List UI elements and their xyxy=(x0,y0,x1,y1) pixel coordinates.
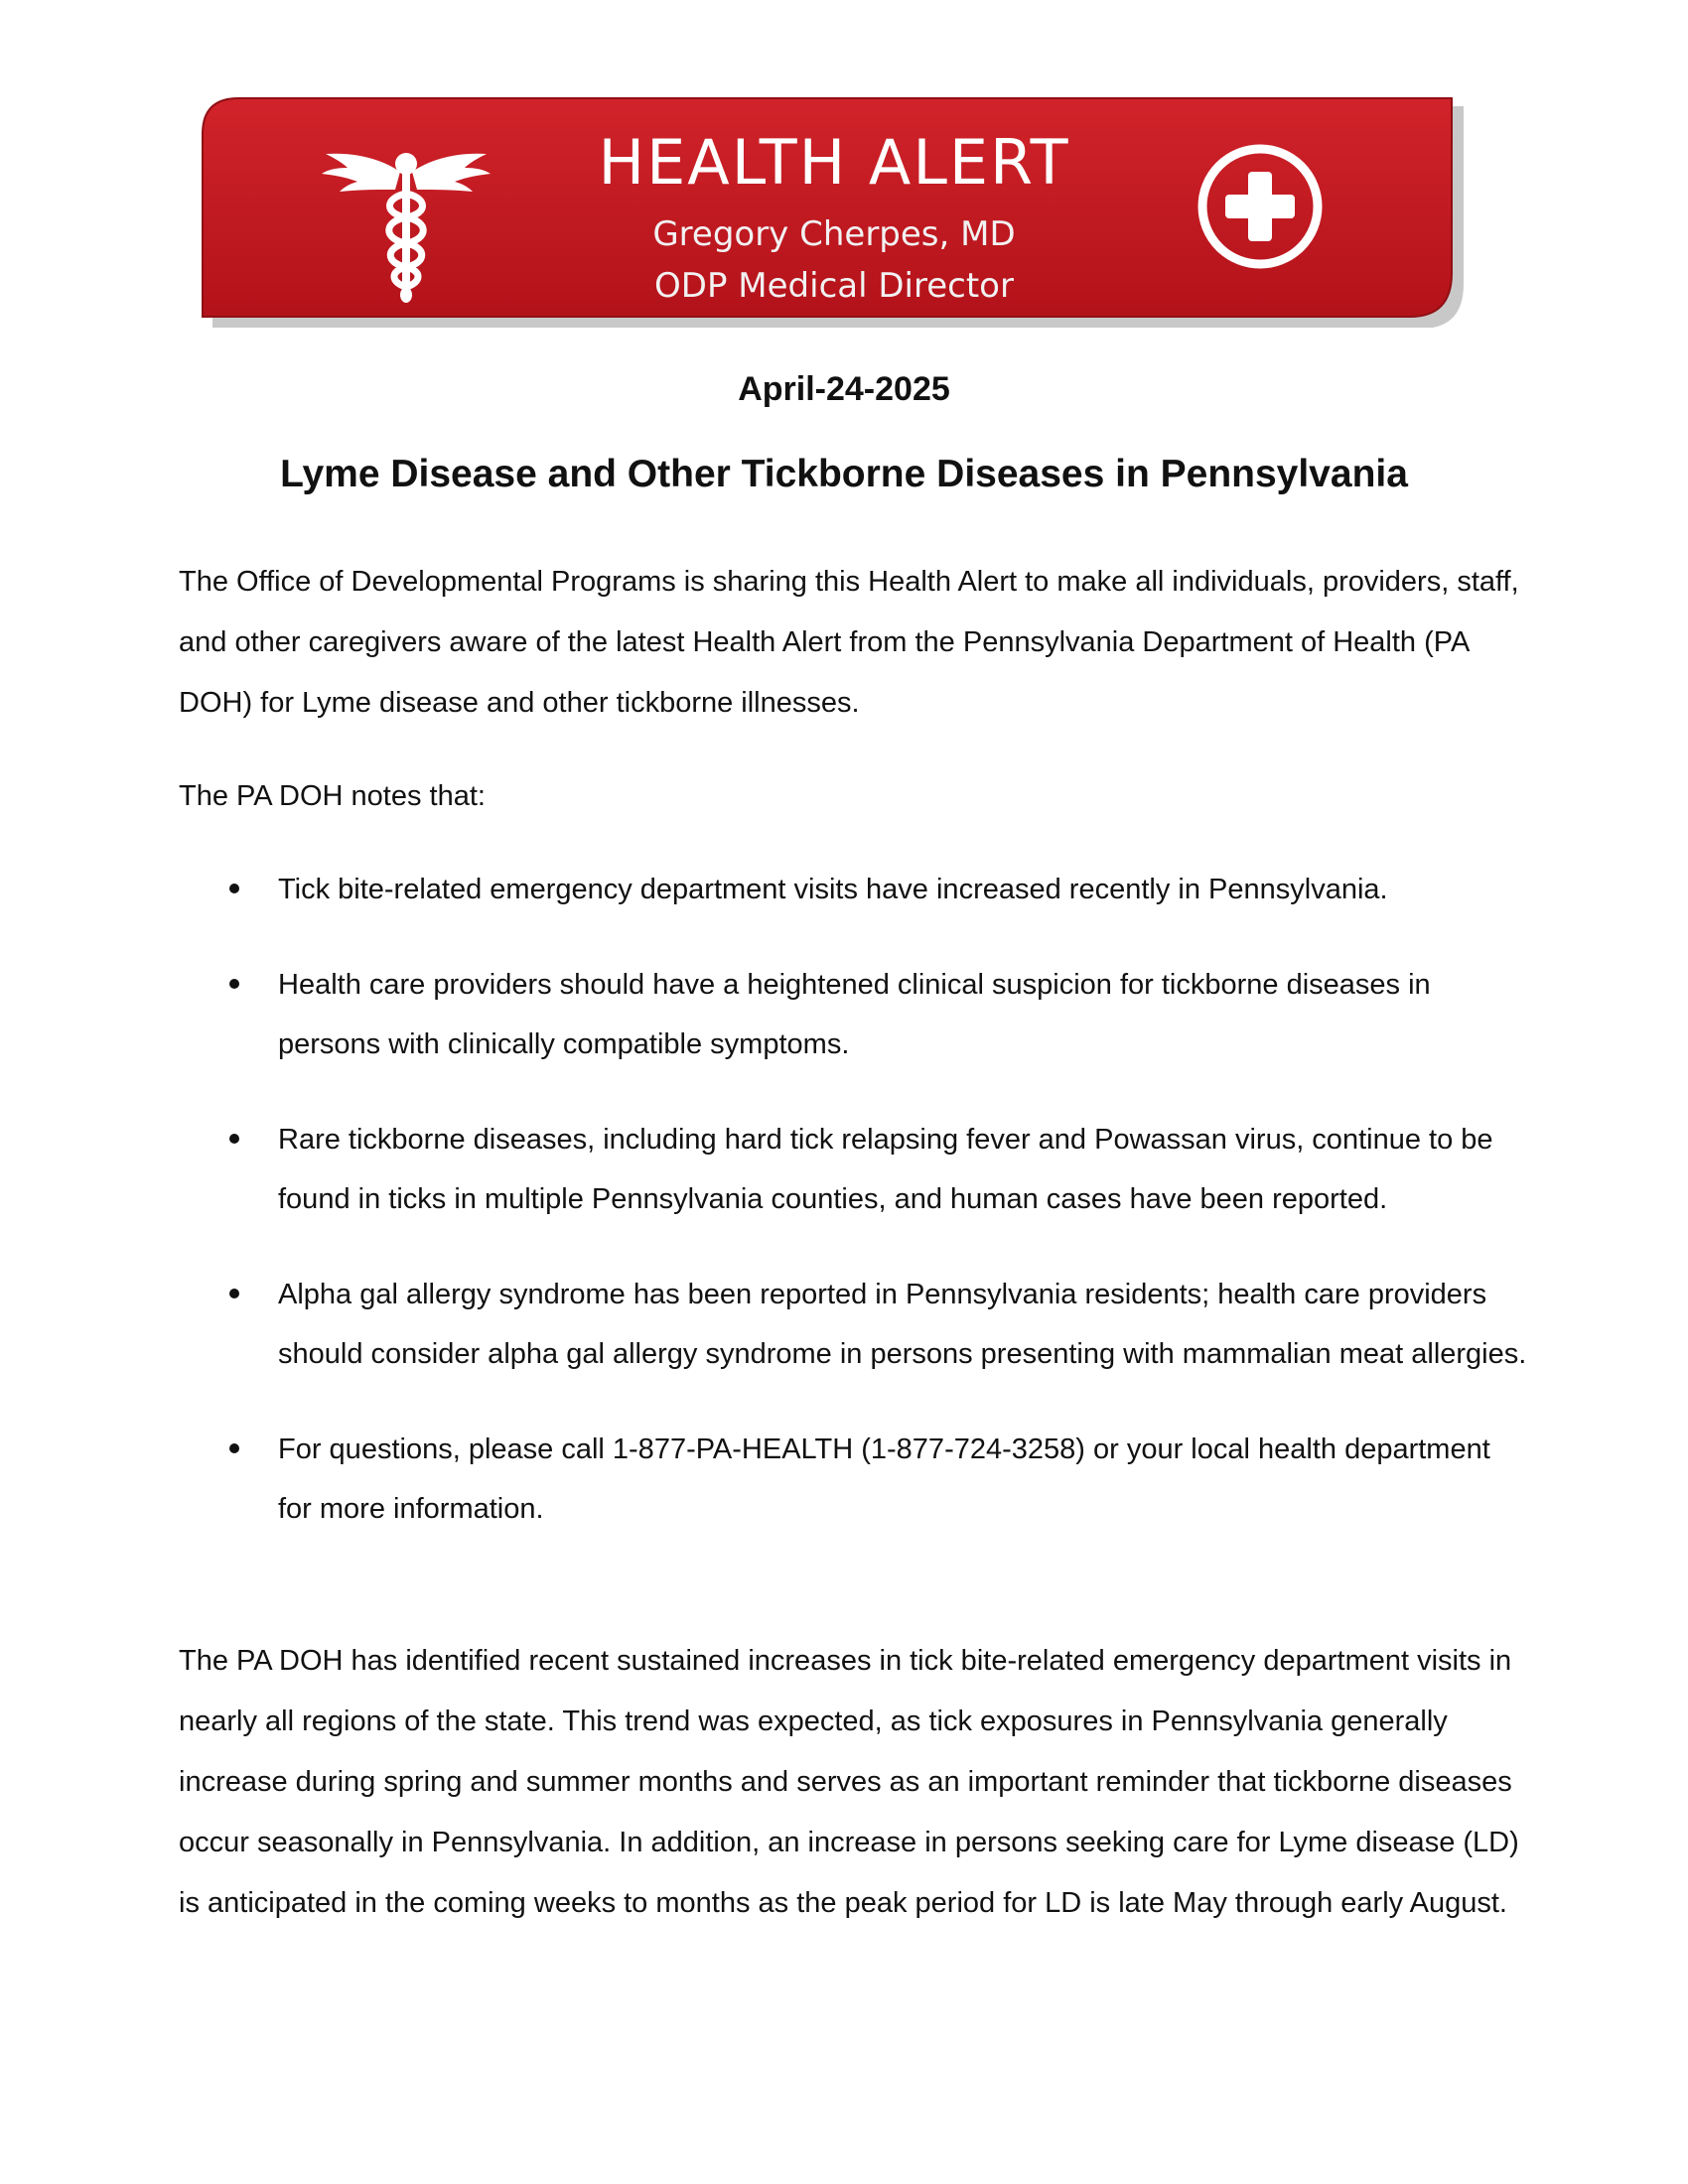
document-title: Lyme Disease and Other Tickborne Diseases in Pennsylvania xyxy=(280,453,1408,495)
bullet-icon xyxy=(229,1134,239,1144)
list-item-text: Tick bite-related emergency department visits have increased recently in Pennsylvania. xyxy=(278,874,1388,905)
list-item-text: Rare tickborne diseases, including hard tick relapsing fever and Powassan virus, continue to be found in ticks in multiple Pennsylvania counties, and human cases have been reported. xyxy=(278,1124,1493,1215)
notes-list xyxy=(179,860,1529,1574)
banner-title: HEALTH ALERT xyxy=(598,126,1070,199)
list-item-text: For questions, please call 1-877-PA-HEALTH (1-877-724-3258) or your local health department for more information. xyxy=(278,1433,1490,1525)
banner-author: Gregory Cherpes, MD xyxy=(652,214,1016,254)
document-date: April-24-2025 xyxy=(738,370,950,408)
bullet-icon xyxy=(229,1443,239,1453)
bullet-icon xyxy=(229,884,239,893)
banner-role: ODP Medical Director xyxy=(654,266,1014,306)
closing-paragraph: The PA DOH has identified recent sustained increases in tick bite-related emergency department visits in nearly all regions of the state. This trend was expected, as tick exposures in Pennsylvania generally increase during spring and summer months and serves as an important reminder that tickborne diseases occur seasonally in Pennsylvania. In addition, an increase in persons seeking care for Lyme disease (LD) is anticipated in the coming weeks to months as the peak period for LD is late May through early August. xyxy=(179,1645,1519,1919)
list-item-text: Health care providers should have a heightened clinical suspicion for tickborne diseases in persons with clinically compatible symptoms. xyxy=(278,969,1431,1060)
list-item xyxy=(179,1420,1529,1539)
intro-paragraph: The Office of Developmental Programs is sharing this Health Alert to make all individuals, providers, staff, and other caregivers aware of the latest Health Alert from the Pennsylvania Department of Health (PA DOH) for Lyme disease and other tickborne illnesses. xyxy=(179,566,1519,719)
bullet-icon xyxy=(229,979,239,989)
list-item-text: Alpha gal allergy syndrome has been reported in Pennsylvania residents; health care providers should consider alpha gal allergy syndrome in persons presenting with mammalian meat allergies. xyxy=(278,1279,1527,1370)
bullet-icon xyxy=(229,1289,239,1298)
list-item xyxy=(179,860,1529,919)
notes-lead: The PA DOH notes that: xyxy=(179,780,486,812)
health-alert-banner xyxy=(199,94,1479,328)
list-item xyxy=(179,1265,1529,1384)
list-item xyxy=(179,1110,1529,1229)
list-item xyxy=(179,955,1529,1074)
